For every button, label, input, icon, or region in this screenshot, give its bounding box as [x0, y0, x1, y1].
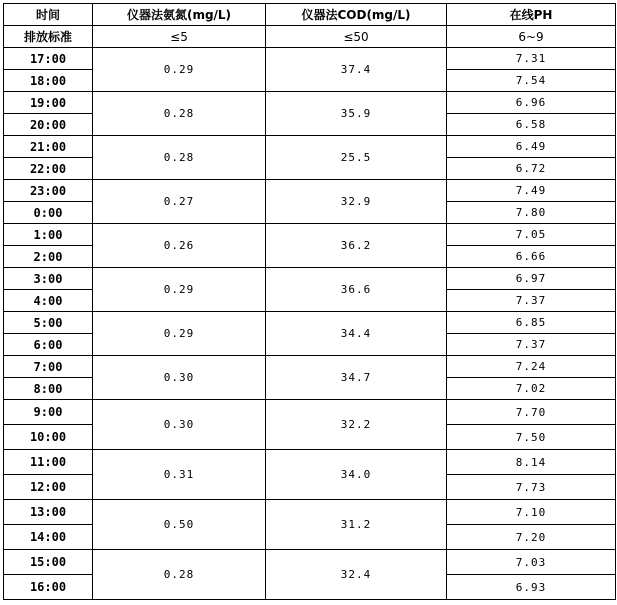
time-cell: 2:00 [4, 246, 93, 268]
ph-cell: 6.85 [447, 312, 616, 334]
header-ph: 在线PH [447, 4, 616, 26]
ph-cell: 7.54 [447, 70, 616, 92]
table-row [4, 48, 616, 70]
cod-cell: 32.2 [266, 400, 447, 450]
table-row [4, 136, 616, 158]
ph-cell: 6.96 [447, 92, 616, 114]
ph-cell: 6.93 [447, 575, 616, 600]
time-cell: 18:00 [4, 70, 93, 92]
time-cell: 0:00 [4, 202, 93, 224]
table-row [4, 92, 616, 114]
cod-cell: 34.4 [266, 312, 447, 356]
cod-cell: 25.5 [266, 136, 447, 180]
ph-cell: 7.31 [447, 48, 616, 70]
ph-cell: 6.72 [447, 158, 616, 180]
ph-cell: 7.10 [447, 500, 616, 525]
ammonia-cell: 0.28 [93, 136, 266, 180]
table-row [4, 450, 616, 475]
ph-cell: 7.05 [447, 224, 616, 246]
ammonia-cell: 0.28 [93, 92, 266, 136]
ph-cell: 6.58 [447, 114, 616, 136]
time-cell: 21:00 [4, 136, 93, 158]
table-row [4, 500, 616, 525]
time-cell: 16:00 [4, 575, 93, 600]
time-cell: 1:00 [4, 224, 93, 246]
header-time: 时间 [4, 4, 93, 26]
time-cell: 19:00 [4, 92, 93, 114]
ph-cell: 7.02 [447, 378, 616, 400]
header-cod: 仪器法COD(mg/L) [266, 4, 447, 26]
ph-cell: 8.14 [447, 450, 616, 475]
table-row [4, 400, 616, 425]
time-cell: 4:00 [4, 290, 93, 312]
ph-cell: 7.73 [447, 475, 616, 500]
cod-cell: 31.2 [266, 500, 447, 550]
cod-cell: 36.6 [266, 268, 447, 312]
ammonia-cell: 0.29 [93, 48, 266, 92]
ph-cell: 7.20 [447, 525, 616, 550]
table-row [4, 312, 616, 334]
ph-cell: 7.70 [447, 400, 616, 425]
ph-cell: 6.97 [447, 268, 616, 290]
table-row [4, 224, 616, 246]
cod-cell: 36.2 [266, 224, 447, 268]
standard-label: 排放标准 [4, 26, 93, 48]
table-row [4, 550, 616, 575]
ph-cell: 7.49 [447, 180, 616, 202]
standard-ammonia: ≤5 [93, 26, 266, 48]
time-cell: 20:00 [4, 114, 93, 136]
monitoring-table [3, 3, 616, 600]
time-cell: 10:00 [4, 425, 93, 450]
ammonia-cell: 0.29 [93, 312, 266, 356]
ammonia-cell: 0.50 [93, 500, 266, 550]
ph-cell: 7.80 [447, 202, 616, 224]
time-cell: 22:00 [4, 158, 93, 180]
time-cell: 5:00 [4, 312, 93, 334]
data-rows [4, 48, 616, 600]
table-row [4, 356, 616, 378]
ammonia-cell: 0.31 [93, 450, 266, 500]
ph-cell: 6.49 [447, 136, 616, 158]
table-row [4, 268, 616, 290]
standard-cod: ≤50 [266, 26, 447, 48]
header-ammonia: 仪器法氨氮(mg/L) [93, 4, 266, 26]
time-cell: 9:00 [4, 400, 93, 425]
ph-cell: 7.37 [447, 290, 616, 312]
cod-cell: 32.9 [266, 180, 447, 224]
cod-cell: 35.9 [266, 92, 447, 136]
ammonia-cell: 0.30 [93, 356, 266, 400]
cod-cell: 34.0 [266, 450, 447, 500]
cod-cell: 34.7 [266, 356, 447, 400]
time-cell: 13:00 [4, 500, 93, 525]
time-cell: 7:00 [4, 356, 93, 378]
ammonia-cell: 0.28 [93, 550, 266, 600]
ph-cell: 7.50 [447, 425, 616, 450]
ammonia-cell: 0.27 [93, 180, 266, 224]
time-cell: 12:00 [4, 475, 93, 500]
ph-cell: 6.66 [447, 246, 616, 268]
cod-cell: 37.4 [266, 48, 447, 92]
ammonia-cell: 0.30 [93, 400, 266, 450]
ph-cell: 7.24 [447, 356, 616, 378]
time-cell: 6:00 [4, 334, 93, 356]
time-cell: 15:00 [4, 550, 93, 575]
table-row [4, 180, 616, 202]
time-cell: 3:00 [4, 268, 93, 290]
time-cell: 8:00 [4, 378, 93, 400]
ph-cell: 7.37 [447, 334, 616, 356]
time-cell: 11:00 [4, 450, 93, 475]
ammonia-cell: 0.29 [93, 268, 266, 312]
standard-ph: 6~9 [447, 26, 616, 48]
ph-cell: 7.03 [447, 550, 616, 575]
time-cell: 14:00 [4, 525, 93, 550]
time-cell: 23:00 [4, 180, 93, 202]
cod-cell: 32.4 [266, 550, 447, 600]
ammonia-cell: 0.26 [93, 224, 266, 268]
time-cell: 17:00 [4, 48, 93, 70]
